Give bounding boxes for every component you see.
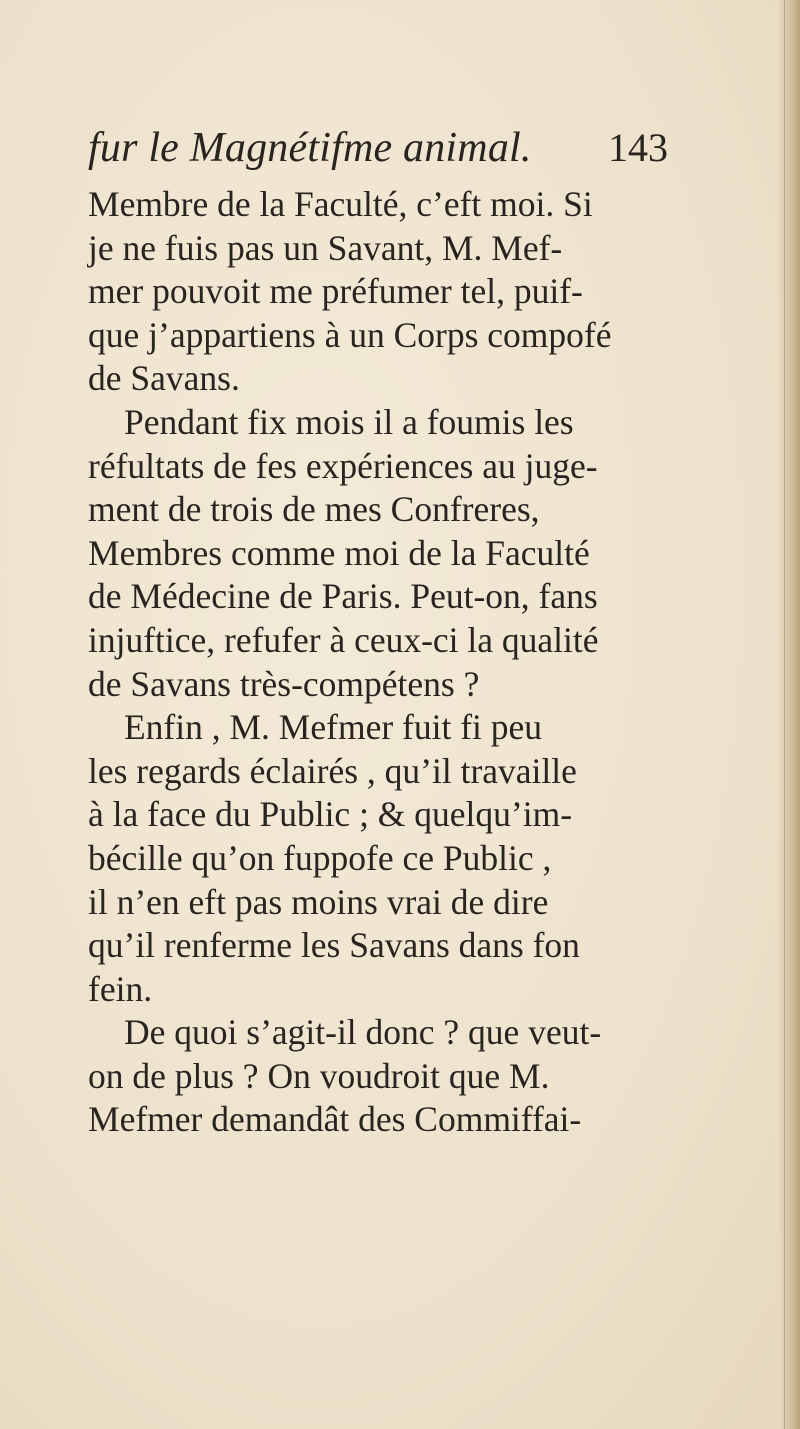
text-line: injuftice, refufer à ceux-ci la qualité (88, 619, 599, 660)
running-head (88, 118, 688, 178)
text-line: de Savans. (88, 358, 240, 399)
text-line: de Savans très-compétens ? (88, 663, 480, 704)
text-line: mer pouvoit me préfumer tel, puif- (88, 271, 583, 312)
text-line: à la face du Public ; & quelqu’im- (88, 794, 573, 835)
text-line: les regards éclairés , qu’il travaille (88, 750, 577, 791)
text-line: Pendant fix mois il a foumis les (124, 401, 574, 442)
running-title: fur le Magnétifme animal. (88, 125, 532, 171)
text-line: réfultats de fes expériences au juge- (88, 445, 598, 486)
text-line: De quoi s’agit-il donc ? que veut- (124, 1012, 602, 1053)
text-line: on de plus ? On voudroit que M. (88, 1055, 550, 1096)
text-line: Enfin , M. Mefmer fuit fi peu (124, 707, 543, 748)
text-line: je ne fuis pas un Savant, M. Mef- (88, 227, 563, 268)
text-line: que j’appartiens à un Corps compofé (88, 314, 612, 355)
text-line: de Médecine de Paris. Peut-on, fans (88, 576, 598, 617)
text-line: bécille qu’on fuppofe ce Public , (88, 837, 552, 878)
page-number: 143 (608, 125, 668, 170)
page-edge-shadow (778, 0, 800, 1429)
text-line: Membre de la Faculté, c’eft moi. Si (88, 184, 593, 224)
text-line: Mefmer demandât des Commiffai- (88, 1099, 582, 1140)
text-line: qu’il renferme les Savans dans fon (88, 925, 580, 966)
text-line: Membres comme moi de la Faculté (88, 532, 590, 573)
text-line: fein. (88, 968, 153, 1009)
text-line: ment de trois de mes Confreres, (88, 489, 540, 530)
body-text (88, 183, 728, 1142)
text-line: il n’en eft pas moins vrai de dire (88, 881, 549, 922)
